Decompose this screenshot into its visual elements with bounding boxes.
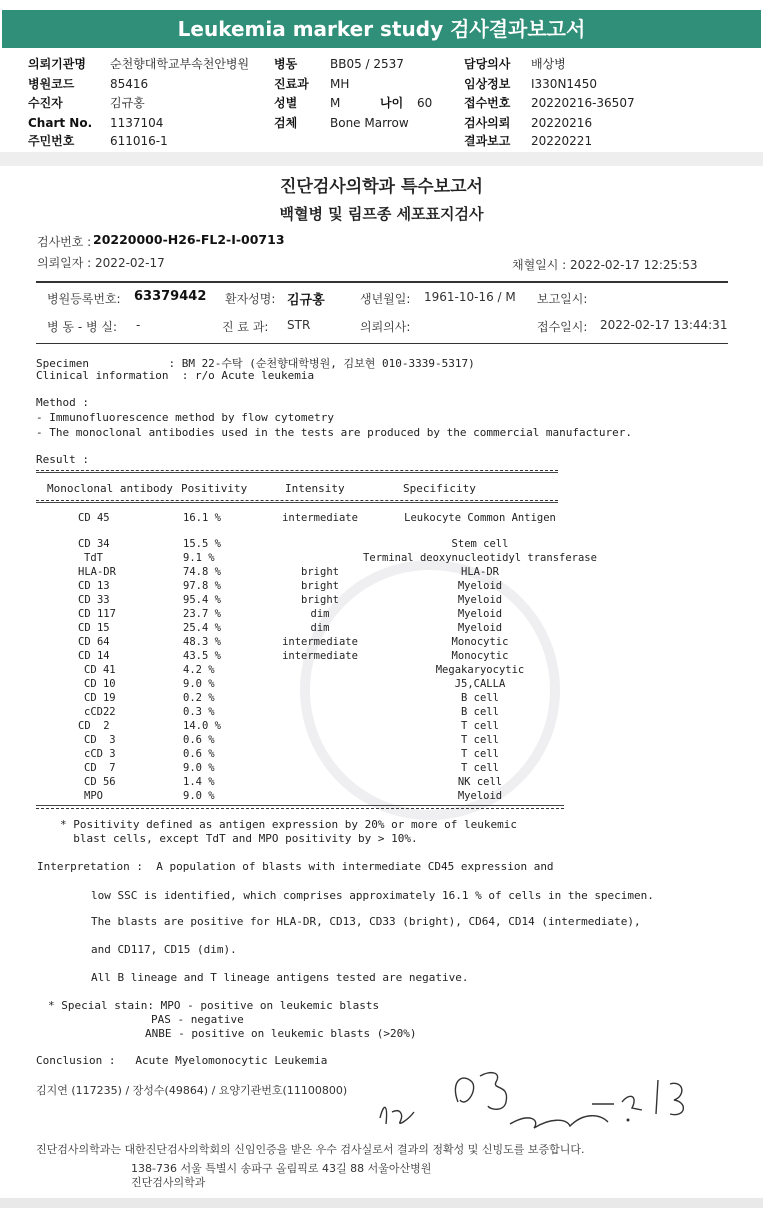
special-stain-line: * Special stain: MPO - positive on leukemic blasts <box>48 999 380 1012</box>
positivity-cell: 0.6 % <box>183 734 215 746</box>
header-value: 85416 <box>110 77 149 91</box>
positivity-cell: 15.5 % <box>183 538 221 550</box>
conclusion: Conclusion : Acute Myelomonocytic Leukemia <box>36 1054 328 1067</box>
specificity-cell: T cell <box>461 720 499 732</box>
specificity-cell: B cell <box>461 706 499 718</box>
certification-text: 진단검사의학과는 대한진단검사의학회의 신임인증을 받은 우수 검사실로서 결과의 정확성 및 신빙도를 보증합니다. <box>36 1143 585 1156</box>
header-label: 접수번호 <box>464 96 511 110</box>
positivity-cell: 48.3 % <box>183 636 221 648</box>
intensity-cell: intermediate <box>282 512 358 524</box>
intensity-cell: bright <box>301 566 339 578</box>
antibody-cell: CD 45 <box>78 512 110 524</box>
antibody-cell: CD 33 <box>78 594 110 606</box>
patient-reg-no: 63379442 <box>134 289 207 304</box>
table-rule <box>36 805 564 806</box>
specificity-cell: Terminal deoxynucleotidyl transferase <box>363 552 597 564</box>
signers: 김지연 (117235) / 장성수(49864) / 요양기관번호(11100800) <box>36 1084 348 1097</box>
positivity-cell: 9.1 % <box>183 552 215 564</box>
table-rule <box>36 808 564 809</box>
patient-label: 진 료 과: <box>222 320 269 334</box>
header-label: 진료과 <box>274 77 309 91</box>
header-value: 611016-1 <box>110 134 168 148</box>
dept-text: 진단검사의학과 <box>131 1176 206 1189</box>
positivity-cell: 0.3 % <box>183 706 215 718</box>
header-label: 결과보고 <box>464 134 511 148</box>
header-label: 주민번호 <box>28 134 75 148</box>
patient-label: 의뢰의사: <box>360 320 411 334</box>
header-label: Chart No. <box>28 116 93 130</box>
positivity-cell: 74.8 % <box>183 566 221 578</box>
col-header: Positivity <box>181 482 248 495</box>
separator-band <box>0 152 763 166</box>
antibody-cell: CD 64 <box>78 636 110 648</box>
header-label: 의뢰기관명 <box>28 57 86 71</box>
patient-dept: STR <box>287 318 311 332</box>
interpretation-line: and CD117, CD15 (dim). <box>91 943 237 956</box>
method-line: - Immunofluorescence method by flow cytometry <box>36 411 335 424</box>
positivity-cell: 14.0 % <box>183 720 221 732</box>
interpretation-line: Interpretation : A population of blasts with intermediate CD45 expression and <box>37 860 554 873</box>
positivity-cell: 9.0 % <box>183 762 215 774</box>
positivity-cell: 16.1 % <box>183 512 221 524</box>
antibody-cell: CD 2 <box>78 720 110 732</box>
report-subtitle: 백혈병 및 림프종 세포표지검사 <box>279 205 484 223</box>
specificity-cell: Myeloid <box>457 622 503 634</box>
header-value: 김규홍 <box>110 96 145 110</box>
address-text: 138-736 서울 특별시 송파구 올림픽로 43길 88 서울아산병원 <box>131 1162 432 1175</box>
antibody-cell: CD 19 <box>84 692 116 704</box>
positivity-cell: 25.4 % <box>183 622 221 634</box>
interpretation-line: low SSC is identified, which comprises approximately 16.1 % of cells in the specimen. <box>91 889 654 902</box>
antibody-cell: CD 56 <box>84 776 116 788</box>
antibody-cell: CD 14 <box>78 650 110 662</box>
antibody-cell: CD 117 <box>78 608 116 620</box>
handwritten-signature <box>370 1062 700 1142</box>
header-value: 순천향대학교부속천안병원 <box>110 57 250 71</box>
header-label: 검사의뢰 <box>464 116 511 130</box>
specificity-cell: Myeloid <box>457 608 503 620</box>
specificity-cell: Myeloid <box>457 594 503 606</box>
positivity-cell: 95.4 % <box>183 594 221 606</box>
patient-label: 병 동 - 병 실: <box>47 320 117 334</box>
antibody-cell: CD 15 <box>78 622 110 634</box>
patient-label: 환자성명: <box>225 292 276 306</box>
patient-dob: 1961-10-16 / M <box>424 290 516 304</box>
intensity-cell: dim <box>310 608 330 620</box>
antibody-cell: CD 13 <box>78 580 110 592</box>
specificity-cell: Megakaryocytic <box>435 664 525 676</box>
patient-received: 2022-02-17 13:44:31 <box>600 318 728 332</box>
antibody-cell: CD 7 <box>84 762 116 774</box>
specificity-cell: T cell <box>461 762 499 774</box>
specimen-line: Specimen : BM 22-수탁 (순천향대학병원, 김보현 010-3339-5317) <box>36 357 475 370</box>
header-value: 배상병 <box>531 57 566 71</box>
specificity-cell: Monocytic <box>451 636 509 648</box>
table-rule <box>36 472 558 473</box>
patient-ward: - <box>136 318 141 332</box>
intensity-cell: dim <box>310 622 330 634</box>
patient-label: 생년월일: <box>360 292 411 306</box>
header-value: 1137104 <box>110 116 164 130</box>
antibody-cell: cCD22 <box>84 706 116 718</box>
specificity-cell: J5,CALLA <box>454 678 506 690</box>
header-value: 20220216-36507 <box>531 96 635 110</box>
header-value: 20220221 <box>531 134 593 148</box>
request-date: 의뢰일자 : 2022-02-17 <box>37 256 165 270</box>
special-stain-line: ANBE - positive on leukemic blasts (>20%) <box>145 1027 417 1040</box>
specificity-cell: T cell <box>461 734 499 746</box>
report-banner: Leukemia marker study 검사결과보고서 <box>2 10 761 48</box>
intensity-cell: intermediate <box>282 636 358 648</box>
positivity-cell: 97.8 % <box>183 580 221 592</box>
method-title: Method : <box>36 396 89 409</box>
header-label: 임상정보 <box>464 77 511 91</box>
interpretation-line: All B lineage and T lineage antigens tested are negative. <box>91 971 469 984</box>
interpretation-line: The blasts are positive for HLA-DR, CD13, CD33 (bright), CD64, CD14 (intermediate), <box>91 915 641 928</box>
header-label: 검체 <box>274 116 298 130</box>
intensity-cell: bright <box>301 594 339 606</box>
header-label: 담당의사 <box>464 57 511 71</box>
bottom-band <box>0 1198 763 1208</box>
method-line: - The monoclonal antibodies used in the tests are produced by the commercial manufacturer. <box>36 426 633 439</box>
header-label: 병동 <box>274 57 298 71</box>
positivity-cell: 4.2 % <box>183 664 215 676</box>
clinical-info-line: Clinical information : r/o Acute leukemia <box>36 369 315 382</box>
header-value: 60 <box>417 96 433 110</box>
header-label: 병원코드 <box>28 77 75 91</box>
antibody-cell: CD 41 <box>84 664 116 676</box>
antibody-cell: TdT <box>84 552 103 564</box>
footnote: blast cells, except TdT and MPO positivity by > 10%. <box>60 832 418 845</box>
specificity-cell: NK cell <box>457 776 503 788</box>
positivity-cell: 9.0 % <box>183 678 215 690</box>
positivity-cell: 0.6 % <box>183 748 215 760</box>
positivity-cell: 43.5 % <box>183 650 221 662</box>
specificity-cell: HLA-DR <box>461 566 499 578</box>
antibody-cell: CD 34 <box>78 538 110 550</box>
header-label: 성별 <box>274 96 298 110</box>
table-rule <box>36 500 558 501</box>
table-rule <box>36 502 558 503</box>
collect-date: 채혈일시 : 2022-02-17 12:25:53 <box>512 258 698 272</box>
exam-no-label: 검사번호 : <box>37 235 92 249</box>
exam-no: 20220000-H26-FL2-I-00713 <box>93 232 285 247</box>
col-header: Specificity <box>403 482 476 495</box>
positivity-cell: 23.7 % <box>183 608 221 620</box>
patient-label: 병원등록번호: <box>47 292 121 306</box>
patient-label: 접수일시: <box>537 320 588 334</box>
header-value: I330N1450 <box>531 77 597 91</box>
positivity-cell: 9.0 % <box>183 790 215 802</box>
col-header: Monoclonal antibody <box>47 482 173 495</box>
result-title: Result : <box>36 453 89 466</box>
antibody-cell: HLA-DR <box>78 566 116 578</box>
antibody-cell: CD 3 <box>84 734 116 746</box>
header-value: M <box>330 96 341 110</box>
specificity-cell: Monocytic <box>451 650 509 662</box>
antibody-cell: MPO <box>84 790 103 802</box>
specificity-cell: T cell <box>461 748 499 760</box>
specificity-cell: Myeloid <box>457 790 503 802</box>
special-stain-line: PAS - negative <box>151 1013 244 1026</box>
header-value: Bone Marrow <box>330 116 409 130</box>
antibody-cell: CD 10 <box>84 678 116 690</box>
positivity-cell: 1.4 % <box>183 776 215 788</box>
specificity-cell: B cell <box>461 692 499 704</box>
col-header: Intensity <box>285 482 345 495</box>
patient-name: 김규홍 <box>287 293 325 308</box>
specificity-cell: Leukocyte Common Antigen <box>404 512 556 524</box>
patient-label: 보고일시: <box>537 292 588 306</box>
antibody-cell: cCD 3 <box>84 748 116 760</box>
positivity-cell: 0.2 % <box>183 692 215 704</box>
header-value: MH <box>330 77 350 91</box>
header-label: 나이 <box>380 96 404 110</box>
specificity-cell: Myeloid <box>457 580 503 592</box>
intensity-cell: bright <box>301 580 339 592</box>
header-label: 수진자 <box>28 96 63 110</box>
specificity-cell: Stem cell <box>451 538 509 550</box>
header-value: BB05 / 2537 <box>330 57 404 71</box>
header-value: 20220216 <box>531 116 593 130</box>
table-rule <box>36 470 558 471</box>
intensity-cell: intermediate <box>282 650 358 662</box>
footnote: * Positivity defined as antigen expression by 20% or more of leukemic <box>60 818 517 831</box>
report-title: 진단검사의학과 특수보고서 <box>280 177 483 197</box>
